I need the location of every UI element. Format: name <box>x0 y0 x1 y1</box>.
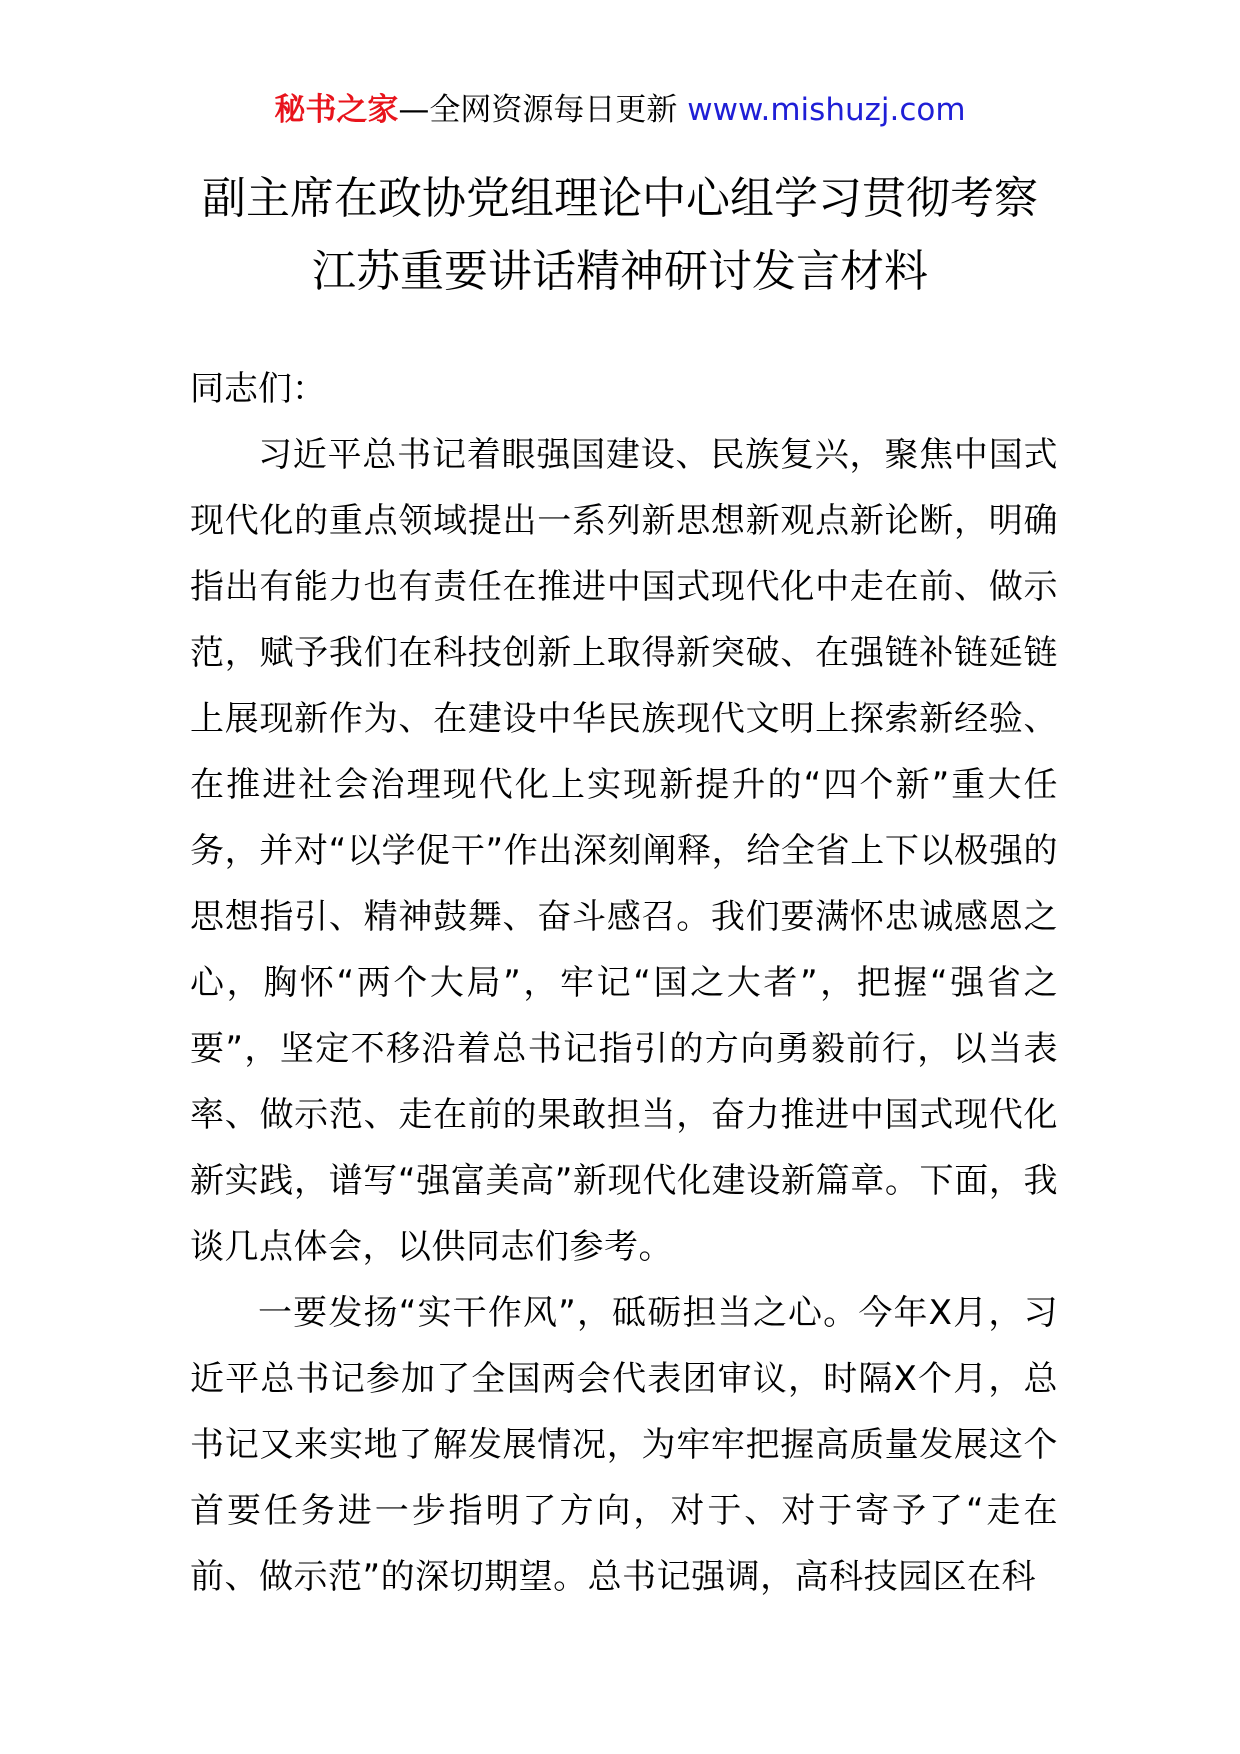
title-line-2: 江苏重要讲话精神研讨发言材料 <box>312 246 928 297</box>
document-title <box>0 162 1240 308</box>
site-url[interactable]: www.mishuzj.com <box>687 92 966 128</box>
site-brand: 秘书之家 <box>274 92 399 128</box>
paragraph-2: 一要发扬“实干作风”，砥砺担当之心。今年X月，习近平总书记参加了全国两会代表团审议，时隔X个月，总书记又来实地了解发展情况，为牢牢把握高质量发展这个首要任务进一步指明了方向，对于、对于寄予了“走在前、做示范”的深切期望。总书记强调，高科技园区在科 <box>190 1293 1058 1597</box>
title-line-1: 副主席在政协党组理论中心组学习贯彻考察 <box>202 173 1038 224</box>
document-body <box>190 356 1058 1610</box>
salutation: 同志们： <box>190 369 326 409</box>
site-tagline: —全网资源每日更新 <box>398 92 688 128</box>
site-header <box>0 90 1240 130</box>
paragraph-1: 习近平总书记着眼强国建设、民族复兴，聚焦中国式现代化的重点领域提出一系列新思想新观点新论断，明确指出有能力也有责任在推进中国式现代化中走在前、做示范，赋予我们在科技创新上取得新突破、在强链补链延链上展现新作为、在建设中华民族现代文明上探索新经验、在推进社会治理现代化上实现新提升的“四个新”重大任务，并对“以学促干”作出深刻阐释，给全省上下以极强的思想指引、精神鼓舞、奋斗感召。我们要满怀忠诚感恩之心，胸怀“两个大局”，牢记“国之大者”，把握“强省之要”，坚定不移沿着总书记指引的方向勇毅前行，以当表率、做示范、走在前的果敢担当，奋力推进中国式现代化新实践，谱写“强富美高”新现代化建设新篇章。下面，我谈几点体会，以供同志们参考。 <box>190 435 1058 1267</box>
